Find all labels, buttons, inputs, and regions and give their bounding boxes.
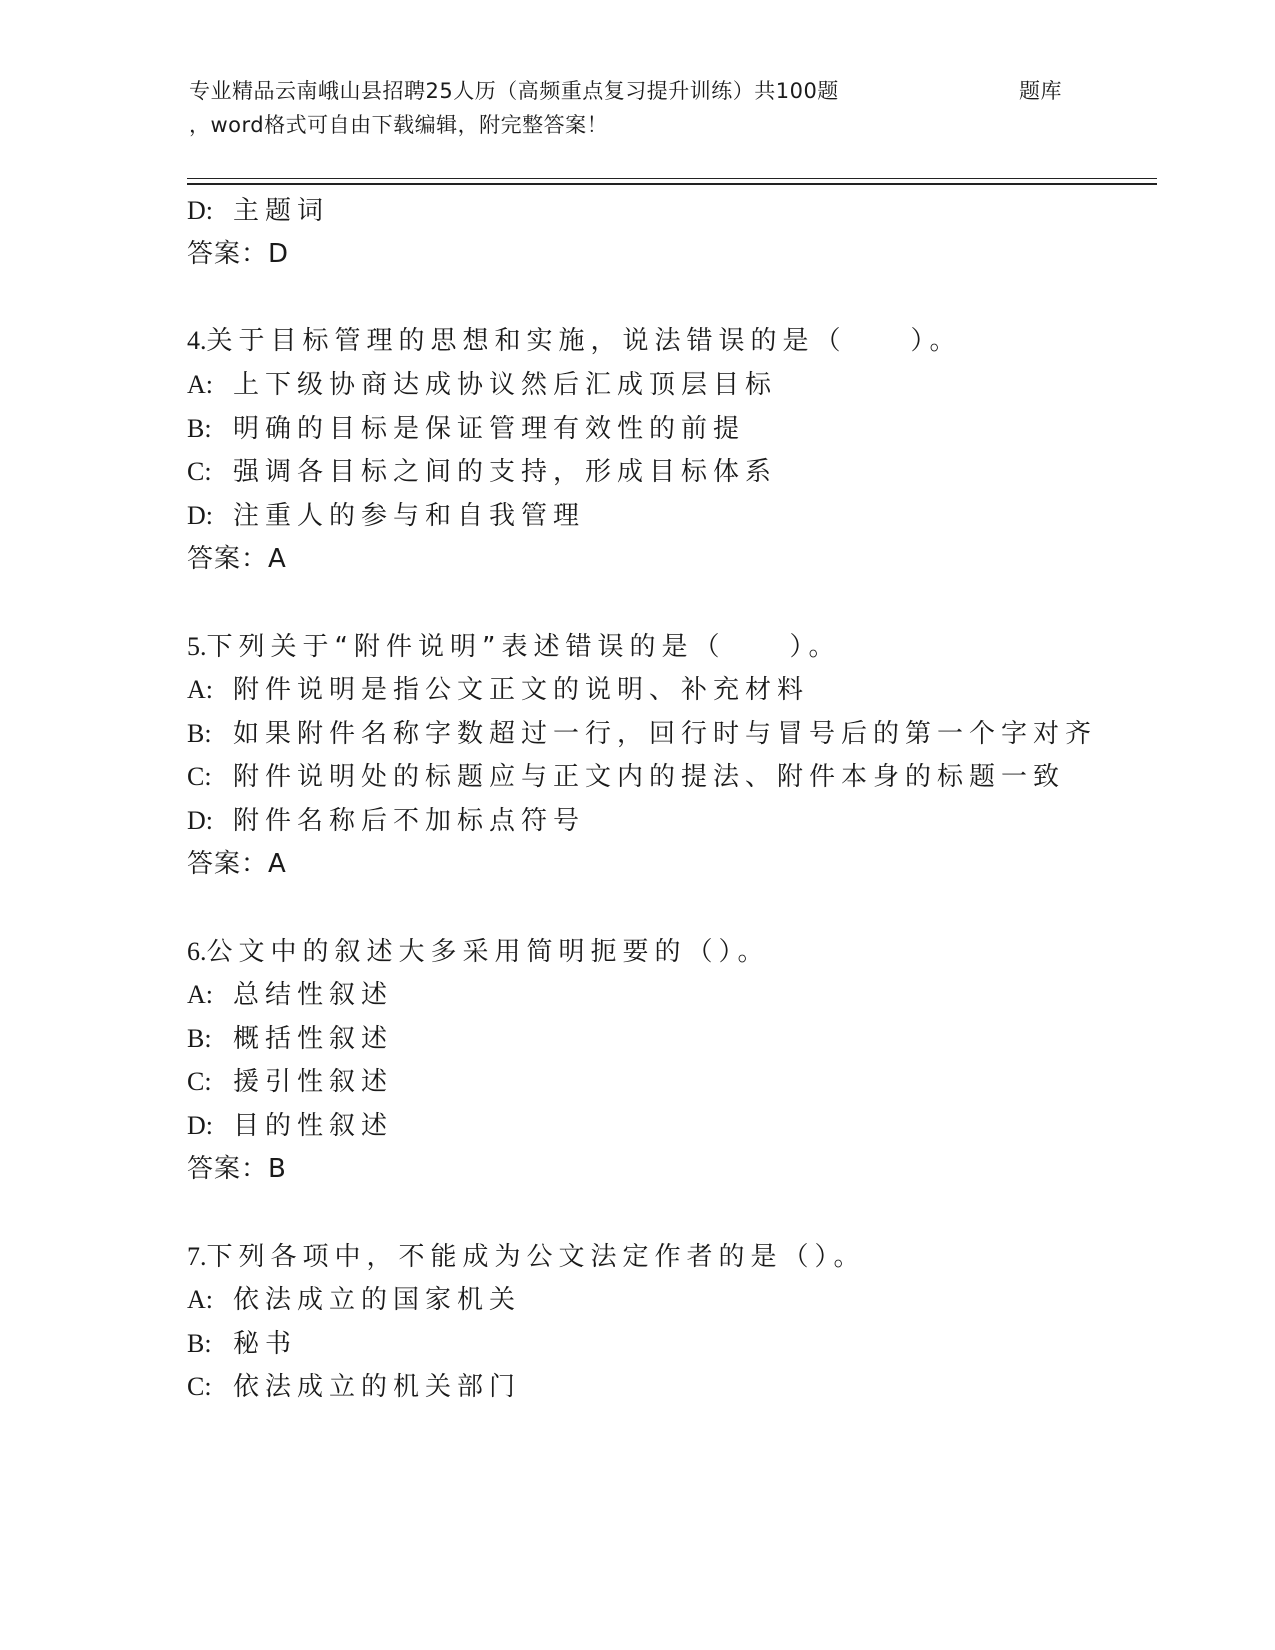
option-key: D: [187, 1111, 213, 1140]
header-divider-thin [187, 178, 1157, 179]
question-5-answer: 答案：A [187, 849, 287, 879]
question-6-option-c [187, 1061, 393, 1098]
question-4-answer: 答案：A [187, 544, 287, 574]
header-tag: 题库 [1019, 79, 1062, 103]
option-key: A: [187, 370, 213, 399]
question-4-option-b [187, 408, 745, 445]
question-6-stem [187, 931, 770, 968]
question-7-stem [187, 1236, 866, 1273]
option-text: 强调各目标之间的支持，形成目标体系 [233, 457, 778, 487]
question-5-stem [187, 626, 840, 663]
question-text: 公文中的叙述大多采用简明扼要的（）。 [206, 937, 770, 967]
header-title-line [189, 74, 1089, 108]
option-key: D: [187, 196, 213, 225]
question-6-option-b [187, 1018, 393, 1055]
option-key: B: [187, 1329, 212, 1358]
question-4-option-a [187, 364, 777, 401]
question-5-option-b [187, 713, 1097, 750]
option-key: C: [187, 1372, 212, 1401]
option-key: A: [187, 980, 213, 1009]
question-7-option-b [187, 1323, 297, 1360]
question-text: 关于目标管理的思想和实施，说法错误的是（ ）。 [206, 326, 962, 356]
question-6-option-a [187, 974, 393, 1011]
option-text: 秘书 [233, 1329, 298, 1359]
option-text: 援引性叙述 [233, 1067, 394, 1097]
question-5-option-d [187, 800, 585, 837]
option-text: 目的性叙述 [233, 1111, 394, 1141]
option-text: 依法成立的机关部门 [233, 1372, 522, 1402]
option-text: 注重人的参与和自我管理 [233, 501, 586, 531]
option-key: B: [187, 414, 212, 443]
question-number: 6. [187, 937, 207, 966]
option-text: 总结性叙述 [233, 980, 394, 1010]
option-key: C: [187, 457, 212, 486]
option-key: C: [187, 1067, 212, 1096]
question-4-option-d [187, 495, 585, 532]
header-subtitle: ，word格式可自由下载编辑，附完整答案！ [189, 113, 609, 137]
document-header [189, 74, 1089, 142]
option-text: 概括性叙述 [233, 1024, 394, 1054]
prev-answer: 答案：D [187, 239, 290, 269]
option-key: C: [187, 762, 212, 791]
question-6-option-d [187, 1105, 393, 1142]
question-7-option-c [187, 1366, 521, 1403]
question-7-option-a [187, 1279, 521, 1316]
option-key: B: [187, 719, 212, 748]
option-text: 如果附件名称字数超过一行，回行时与冒号后的第一个字对齐 [233, 719, 1098, 749]
option-key: B: [187, 1024, 212, 1053]
question-number: 5. [187, 632, 207, 661]
question-number: 4. [187, 326, 207, 355]
option-text: 明确的目标是保证管理有效性的前提 [233, 414, 746, 444]
option-text: 上下级协商达成协议然后汇成顶层目标 [233, 370, 778, 400]
question-number: 7. [187, 1242, 207, 1271]
question-5-option-a [187, 669, 809, 706]
question-4-stem [187, 320, 962, 357]
question-4-option-c [187, 451, 777, 488]
option-text: 依法成立的国家机关 [233, 1285, 522, 1315]
question-5-option-c [187, 756, 1065, 793]
option-text: 附件说明处的标题应与正文内的提法、附件本身的标题一致 [233, 762, 1066, 792]
question-6-answer: 答案：B [187, 1154, 287, 1184]
option-key: D: [187, 501, 213, 530]
question-text: 下列各项中，不能成为公文法定作者的是（）。 [206, 1242, 866, 1272]
option-text: 附件名称后不加标点符号 [233, 806, 586, 836]
prev-option-d [187, 190, 329, 227]
option-text: 主题词 [233, 196, 330, 226]
option-key: A: [187, 675, 213, 704]
question-text: 下列关于“附件说明”表述错误的是（ ）。 [206, 632, 841, 662]
option-key: A: [187, 1285, 213, 1314]
header-title: 专业精品云南峨山县招聘25人历（高频重点复习提升训练）共100题 [189, 79, 839, 103]
option-key: D: [187, 806, 213, 835]
option-text: 附件说明是指公文正文的说明、补充材料 [233, 675, 810, 705]
header-divider-thick [187, 183, 1157, 185]
